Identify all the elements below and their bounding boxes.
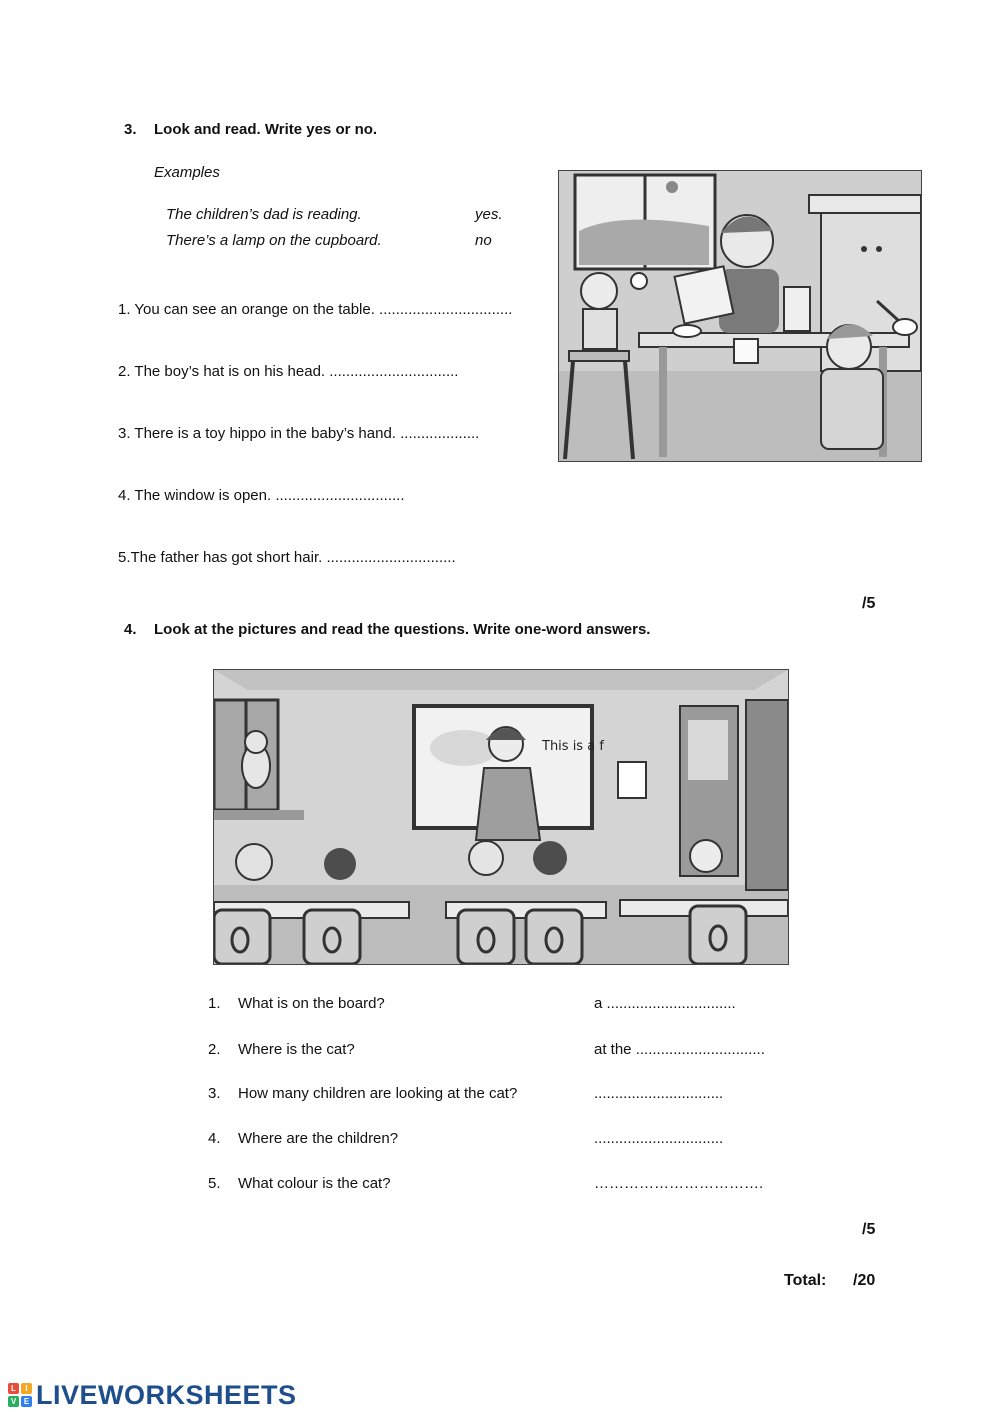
question-3-4[interactable]: 4. The window is open. ............................... (118, 487, 405, 504)
question-4-4-answer-field[interactable]: ............................... (594, 1130, 724, 1147)
question-4-2 (208, 1041, 808, 1061)
logo-blocks-icon (8, 1383, 32, 1407)
question-3-1[interactable]: 1. You can see an orange on the table. ................................ (118, 301, 513, 318)
logo-text: LIVEWORKSHEETS (36, 1379, 297, 1410)
total-score: /20 (853, 1272, 876, 1289)
question-4-1-number: 1. (208, 995, 221, 1012)
question-3-3[interactable]: 3. There is a toy hippo in the baby’s hand. ................... (118, 425, 480, 442)
example-2-answer: no (475, 232, 492, 249)
kitchen-picture (558, 170, 922, 462)
logo-block-3: V (8, 1396, 19, 1407)
board-text-words: This is a f (542, 739, 604, 754)
question-3-5[interactable]: 5.The father has got short hair. ............................... (118, 549, 456, 566)
question-4-1 (208, 995, 808, 1015)
example-2-text: There’s a lamp on the cupboard. (166, 232, 382, 249)
question-4-5-answer-field[interactable]: ……………………………. (594, 1175, 764, 1192)
question-4-2-text: Where is the cat? (238, 1041, 355, 1058)
logo-block-2: I (21, 1383, 32, 1394)
section-3-score: /5 (862, 595, 876, 612)
question-4-4 (208, 1130, 808, 1150)
example-1-answer: yes. (475, 206, 503, 223)
question-4-3 (208, 1085, 808, 1105)
question-4-5-text: What colour is the cat? (238, 1175, 391, 1192)
question-4-3-answer-field[interactable]: ............................... (594, 1085, 724, 1102)
board-text (541, 739, 604, 754)
question-3-2[interactable]: 2. The boy’s hat is on his head. ............................... (118, 363, 459, 380)
section-4-number: 4. (124, 621, 137, 638)
section-3-number: 3. (124, 121, 137, 138)
question-4-2-number: 2. (208, 1041, 221, 1058)
question-4-2-answer-field[interactable]: at the ............................... (594, 1041, 765, 1058)
total-label: Total: (784, 1272, 827, 1289)
classroom-picture (213, 669, 789, 965)
examples-label: Examples (154, 164, 220, 181)
question-4-1-text: What is on the board? (238, 995, 385, 1012)
example-1-text: The children’s dad is reading. (166, 206, 362, 223)
section-3-heading (124, 121, 377, 138)
liveworksheets-logo[interactable] (8, 1380, 297, 1410)
section-4-heading (124, 621, 650, 638)
section-4-title: Look at the pictures and read the questions. Write one-word answers. (154, 621, 651, 638)
question-4-3-number: 3. (208, 1085, 221, 1102)
kitchen-illustration (559, 171, 921, 461)
classroom-illustration (214, 670, 788, 964)
question-4-4-text: Where are the children? (238, 1130, 399, 1147)
question-4-5 (208, 1175, 808, 1195)
question-4-3-text: How many children are looking at the cat? (238, 1085, 518, 1102)
question-4-1-answer-field[interactable]: a ............................... (594, 995, 736, 1012)
question-4-4-number: 4. (208, 1130, 221, 1147)
logo-block-1: L (8, 1383, 19, 1394)
section-4-score: /5 (862, 1221, 876, 1238)
logo-block-4: E (21, 1396, 32, 1407)
question-4-5-number: 5. (208, 1175, 221, 1192)
section-3-title: Look and read. Write yes or no. (154, 121, 378, 138)
